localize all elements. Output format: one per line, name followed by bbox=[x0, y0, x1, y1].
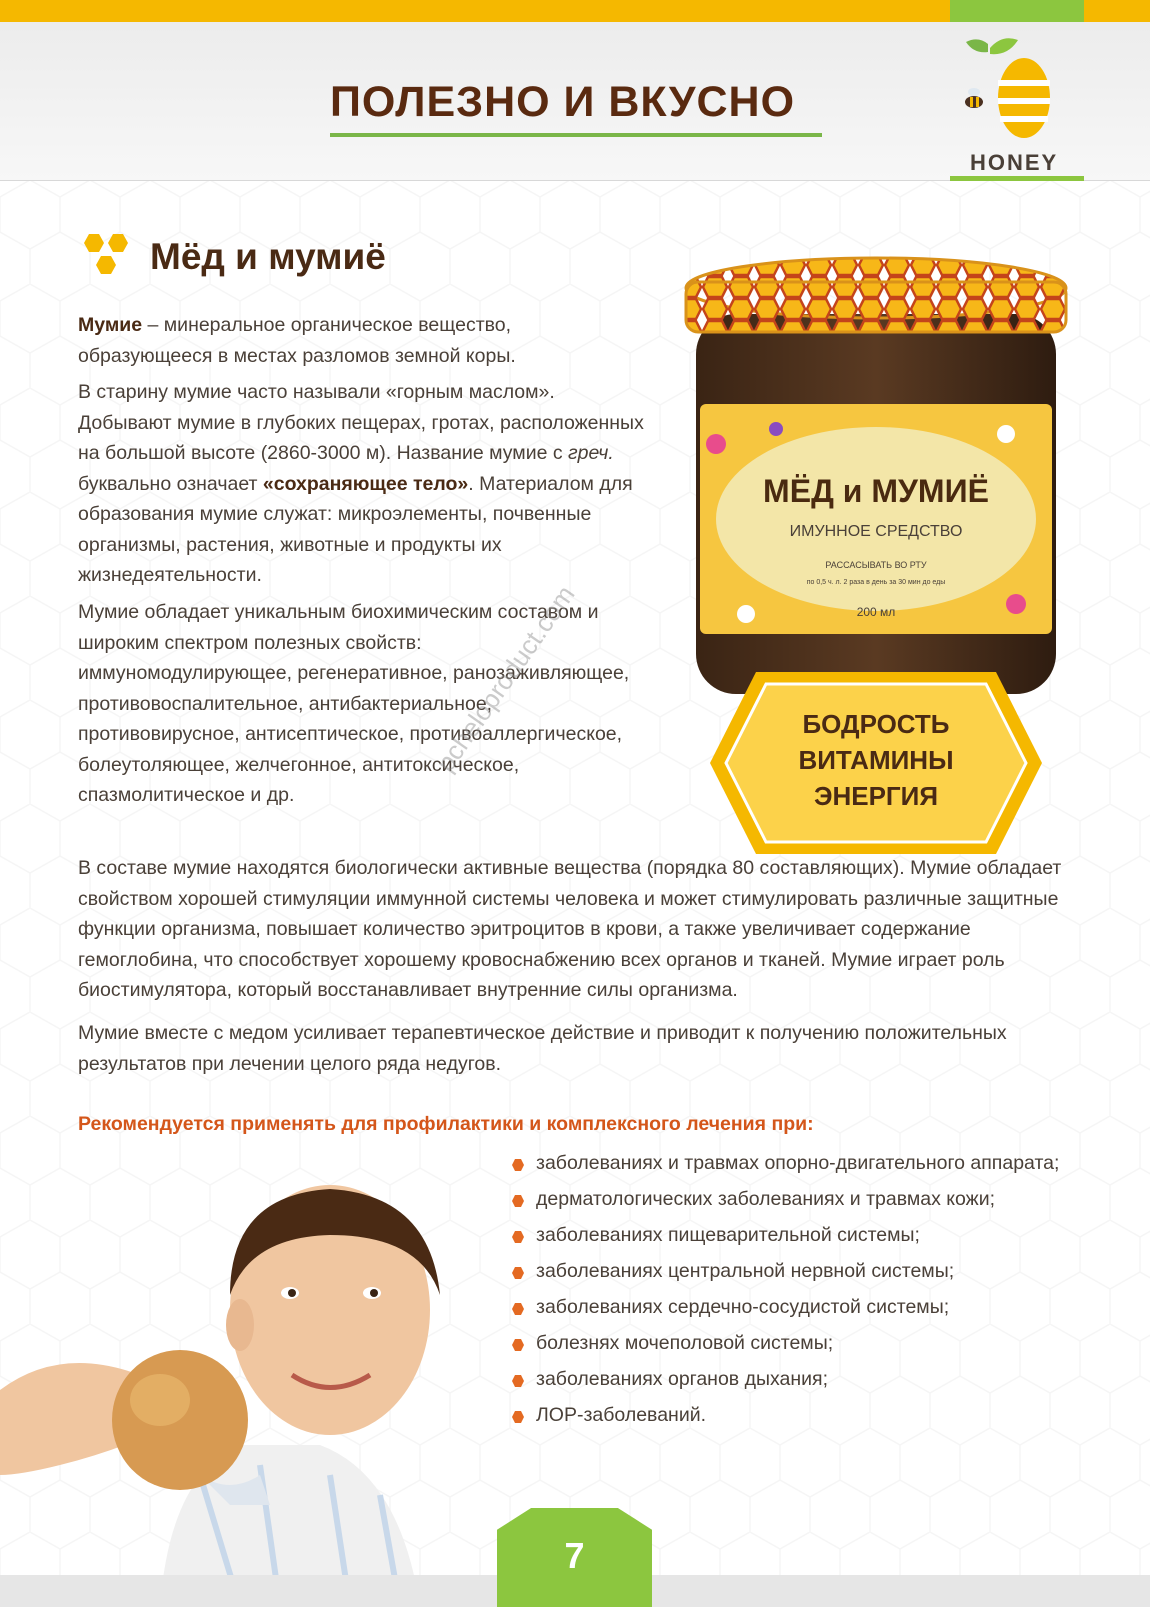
text-line: противовирусное, антисептическое, противоаллергическое, bbox=[78, 723, 623, 745]
list-item-text: ЛОР-заболеваний. bbox=[536, 1404, 707, 1426]
bold-fragment: «сохраняющее тело» bbox=[262, 472, 469, 495]
jar-label-volume: 200 мл bbox=[856, 605, 896, 619]
bullet-icon bbox=[512, 1339, 524, 1351]
text-line: болеутоляющее, желчегонное, антитоксическое, bbox=[78, 753, 520, 776]
text-line: образования мумие служат: микроэлементы, почвенные bbox=[78, 503, 592, 525]
logo-bottom-bar bbox=[950, 176, 1084, 181]
body-paragraph-1 bbox=[78, 853, 1061, 1006]
bullet-icon bbox=[512, 1411, 524, 1423]
list-item bbox=[510, 1148, 1059, 1184]
bullet-icon bbox=[512, 1303, 524, 1315]
list-item bbox=[510, 1292, 1059, 1328]
list-item-text: болезнях мочеполовой системы; bbox=[536, 1332, 834, 1354]
text-line: биостимулятора, который восстанавливает внутренние силы организма. bbox=[78, 979, 738, 1001]
logo-text: HONEY bbox=[970, 150, 1059, 175]
list-item-text: заболеваниях центральной нервной системы; bbox=[536, 1260, 955, 1282]
badge-text bbox=[706, 706, 1046, 814]
title-underline bbox=[330, 133, 822, 137]
boy-photo bbox=[0, 1175, 500, 1607]
text-fragment: буквально означает bbox=[78, 472, 263, 495]
leaf-icon bbox=[966, 39, 988, 52]
text-fragment: на большой высоте (2860-3000 м). Название мумие с bbox=[78, 442, 569, 464]
text-line: В составе мумие находятся биологически активные вещества (порядка 80 составляющих). Мумие обладает bbox=[78, 857, 1062, 879]
list-item-text: заболеваниях пищеварительной системы; bbox=[536, 1224, 920, 1246]
list-item-text: заболеваниях и травмах опорно-двигательного аппарата; bbox=[536, 1152, 1060, 1174]
jar-label-line2: по 0,5 ч. л. 2 раза в день за 30 мин до еды bbox=[806, 579, 946, 586]
list-item bbox=[510, 1184, 1059, 1220]
honeycomb-icon bbox=[75, 230, 135, 286]
text-line: Добывают мумие в глубоких пещерах, гротах, расположенных bbox=[78, 411, 644, 434]
bullet-icon bbox=[512, 1231, 524, 1243]
recommend-title: Рекомендуется применять для профилактики и комплексного лечения при: bbox=[78, 1113, 814, 1135]
text-line: Мумие вместе с медом усиливает терапевтическое действие и приводит к получению положительных bbox=[78, 1022, 1007, 1044]
jar-label-subtitle: ИМУННОЕ СРЕДСТВО bbox=[789, 523, 963, 540]
text-line: свойством хорошей стимуляции иммунной системы человека и может стимулировать различные защитные bbox=[78, 887, 1059, 910]
list-item-text: дерматологических заболеваниях и травмах кожи; bbox=[536, 1188, 996, 1210]
text-line: широким спектром полезных свойств: bbox=[78, 631, 422, 654]
jar-label-line1: РАССАСЫВАТЬ ВО РТУ bbox=[825, 560, 927, 570]
page-number: 7 bbox=[564, 1535, 585, 1576]
text-line: функции организма, повышает количество эритроцитов в крови, а также увеличивает содержание bbox=[78, 918, 971, 940]
term-mumie: Мумие bbox=[78, 314, 143, 336]
intro-paragraph-1 bbox=[78, 310, 516, 371]
text-line: иммуномодулирующее, регенеративное, ранозаживляющее, bbox=[78, 662, 630, 684]
top-green-strip bbox=[950, 0, 1084, 22]
text-fragment: образующееся в местах разломов земной коры. bbox=[78, 344, 516, 367]
text-fragment: . Материалом для bbox=[468, 472, 633, 495]
italic-fragment: греч. bbox=[568, 442, 614, 464]
list-item bbox=[510, 1220, 1059, 1256]
text-line: В старину мумие часто называли «горным маслом». bbox=[78, 381, 555, 403]
honey-jar-image bbox=[676, 254, 1076, 704]
text-line: жизнедеятельности. bbox=[78, 564, 262, 586]
bullet-icon bbox=[512, 1267, 524, 1279]
text-line: Мумие обладает уникальным биохимическим составом и bbox=[78, 601, 599, 623]
jar-label-title: МЁД и МУМИЁ bbox=[763, 473, 989, 509]
text-line: результатов при лечении целого ряда недугов. bbox=[78, 1052, 502, 1075]
watermark: pcheloproduct.com bbox=[430, 580, 581, 778]
badge-line: ВИТАМИНЫ bbox=[798, 745, 954, 775]
text-fragment: – минеральное органическое вещество, bbox=[142, 314, 512, 336]
list-item bbox=[510, 1364, 1059, 1400]
text-line: спазмолитическое и др. bbox=[78, 784, 295, 806]
list-item bbox=[510, 1400, 1059, 1436]
badge-line: ЭНЕРГИЯ bbox=[813, 781, 939, 811]
text-line: гемоглобина, что способствует хорошему кровоснабжению всех органов и тканей. Мумие играет роль bbox=[78, 948, 1005, 971]
bee-icon bbox=[965, 88, 983, 108]
list-item-text: заболеваниях органов дыхания; bbox=[536, 1368, 828, 1390]
section-title: Мёд и мумиё bbox=[150, 236, 386, 277]
text-line: организмы, растения, животные и продукты их bbox=[78, 533, 502, 556]
bullet-icon bbox=[512, 1159, 524, 1171]
list-item bbox=[510, 1256, 1059, 1292]
badge-line: БОДРОСТЬ bbox=[802, 709, 950, 739]
bullet-icon bbox=[512, 1195, 524, 1207]
bullet-icon bbox=[512, 1375, 524, 1387]
page-title: ПОЛЕЗНО И ВКУСНО bbox=[330, 78, 796, 126]
list-item-text: заболеваниях сердечно-сосудистой системы; bbox=[536, 1296, 950, 1318]
body-paragraph-2 bbox=[78, 1018, 1007, 1079]
recommend-list bbox=[510, 1148, 1059, 1436]
list-item bbox=[510, 1328, 1059, 1364]
text-line: противовоспалительное, антибактериальное, bbox=[78, 692, 493, 715]
intro-paragraph-2 bbox=[78, 377, 644, 591]
